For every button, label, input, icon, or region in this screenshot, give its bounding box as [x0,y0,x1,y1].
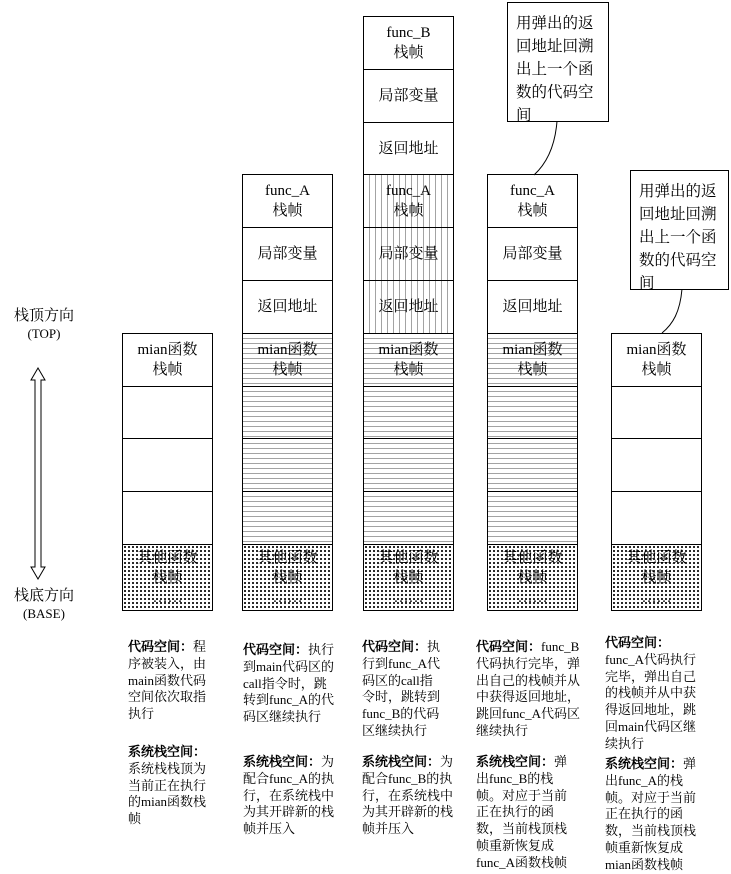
description-line: 码区继续执行 [243,709,322,725]
empty-stack-slot [242,491,333,545]
empty-stack-slot [487,386,578,439]
empty-stack-slot [122,491,213,545]
stack-frame [122,333,213,387]
other-functions-frame [611,544,702,611]
description-text: 弹 [683,756,697,771]
code-space-description [476,639,580,740]
description-line: 帧重新恢复成 [476,837,555,853]
description-line: mian函数栈帧 [605,856,683,872]
description-line: 到main代码区的 [243,658,334,674]
description-line: 的mian函数栈 [128,794,206,810]
empty-stack-slot [611,438,702,492]
description-line: 行到func_A代 [362,655,440,671]
description-line: func_A函数栈帧 [476,854,567,870]
description-text: 执行 [308,642,335,657]
callout-text: 出上一个函 [516,61,594,78]
description-line: 行，在系统栈中 [243,787,335,803]
other-functions-frame [122,544,213,611]
description-label: 系统栈空间： [128,744,207,759]
frame-label: 栈帧 [517,569,548,586]
code-space-description [605,635,696,753]
empty-stack-slot [487,438,578,492]
frame-label: 栈帧 [517,203,548,219]
description-label: 代码空间： [476,639,542,654]
description-line: 帧重新恢复成 [605,839,684,855]
stack-frame [487,333,578,387]
stack-frame [242,280,333,334]
empty-stack-slot [242,438,333,492]
description-line: 正在执行的函 [476,804,555,820]
description-line: 为其开辟新的栈 [362,804,454,820]
stack-frame [363,333,454,387]
stack-space-description [605,756,696,874]
frame-label: 栈帧 [393,362,424,378]
empty-stack-slot [363,491,454,545]
description-line [362,639,440,656]
frame-label: 栈帧 [272,203,303,219]
empty-stack-slot [242,386,333,439]
description-line: 码区的call指 [362,672,433,688]
stack-space-description [362,754,453,838]
frame-label: mian函数 [137,342,198,358]
description-line: 配合func_A的执 [243,770,334,786]
frame-label: 栈帧 [641,362,672,378]
stack-frame [487,280,578,334]
empty-stack-slot [487,491,578,545]
frame-label: 栈帧 [272,362,303,378]
other-functions-frame [242,544,333,611]
description-line: 当前正在执行 [128,777,207,793]
frame-label: …… [641,589,672,606]
return-address-callout [630,170,729,290]
description-line: 数，当前栈顶栈 [476,821,568,837]
description-line [362,754,453,771]
description-line: 帧。对应于当前 [476,787,568,803]
description-line: 执行 [128,706,155,722]
callout-text: 回地址回溯 [639,206,717,223]
frame-label: 栈帧 [393,569,424,586]
description-line: 帧并压入 [243,821,296,837]
description-line: 令时，跳转到 [362,689,441,705]
description-line [128,744,206,761]
description-line: 出自己的栈帧并从 [476,672,581,688]
description-text: 弹 [554,754,568,769]
frame-label: func_B [386,25,431,41]
description-line [243,642,334,659]
description-label: 代码空间： [243,642,309,657]
description-line: call指令时，跳 [243,675,327,691]
stack-frame [242,174,333,228]
description-text: 为 [321,754,335,769]
description-line [243,754,334,771]
empty-stack-slot [122,438,213,492]
stack-bottom-label: 栈底方向 [13,588,74,604]
description-line: 行，在系统栈中 [362,787,454,803]
description-line: func_A代码执行 [605,651,696,667]
description-line [128,639,206,656]
frame-label: 栈帧 [272,569,303,586]
stack-frame [363,174,454,228]
frame-label: 返回地址 [502,299,563,315]
description-text: func_B [541,639,580,654]
frame-label: 局部变量 [257,246,318,262]
stack-frame [363,122,454,175]
description-label: 代码空间： [128,639,194,654]
stack-space-description [243,754,334,838]
frame-label: 其他函数 [137,549,198,566]
callout-text: 用弹出的返 [639,183,717,200]
description-line: 回main代码区继 [605,718,696,734]
stack-frame [487,174,578,228]
frame-label: 其他函数 [257,549,318,566]
frame-label: 局部变量 [378,88,439,104]
description-label: 系统栈空间： [243,754,322,769]
description-line [476,754,567,771]
empty-stack-slot [611,491,702,545]
stack-top-label: 栈顶方向 [13,308,74,324]
frame-label: …… [393,589,424,606]
description-line: 序被装入，由 [128,655,207,671]
stack-space-description [476,754,567,872]
description-line [476,639,580,656]
stack-top-direction-label [6,307,82,342]
callout-text: 数的代码空 [516,84,594,101]
stack-bottom-sublabel: (BASE) [23,606,65,621]
description-line: 的栈帧并从中获 [605,685,697,701]
stack-bottom-direction-label [6,587,82,622]
frame-label: func_A [265,183,310,199]
callout-text: 出上一个函 [639,229,717,246]
frame-label: …… [517,589,548,606]
frame-label: 其他函数 [502,549,563,566]
other-functions-frame [487,544,578,611]
frame-label: func_A [386,183,431,199]
callout-text: 间 [639,275,655,292]
description-line [605,756,696,773]
frame-label: 局部变量 [502,246,563,262]
frame-label: 返回地址 [378,299,439,315]
stack-frame [363,280,454,334]
description-line: 代码执行完毕，弹 [476,655,581,671]
description-line: 区继续执行 [362,722,428,738]
description-label: 系统栈空间： [362,754,441,769]
description-line: 出func_A的栈 [605,772,683,788]
description-line: main函数代码 [128,672,206,688]
frame-label: …… [272,589,303,606]
description-line: 帧并压入 [362,821,415,837]
frame-label: 栈帧 [152,569,183,586]
description-label: 系统栈空间： [476,754,555,769]
description-line: 帧 [128,811,142,827]
description-line [605,635,696,652]
description-line: 配合func_B的执 [362,770,453,786]
stack-frame [487,227,578,281]
stack-frame [363,69,454,123]
description-line: 转到func_A的代 [243,692,334,708]
frame-label: 栈帧 [517,362,548,378]
description-line: 继续执行 [476,722,529,738]
stack-frame [363,16,454,70]
code-space-description [362,639,440,740]
return-address-callout [507,2,609,122]
frame-label: 局部变量 [378,246,439,262]
stack-top-sublabel: (TOP) [27,326,61,341]
callout-text: 回地址回溯 [516,38,594,55]
description-line: 数，当前栈顶栈 [605,823,697,839]
description-line: 中获得返回地址， [476,689,581,705]
stack-frame [611,333,702,387]
frame-label: 栈帧 [393,45,424,61]
description-line: 系统栈栈顶为 [128,760,207,776]
frame-label: 栈帧 [152,362,183,378]
frame-label: 返回地址 [257,299,318,315]
description-label: 系统栈空间： [605,756,684,771]
description-text: 程 [193,639,207,654]
stack-frame [363,227,454,281]
code-space-description [128,639,206,723]
frame-label: 返回地址 [378,140,439,157]
description-line: 空间依次取指 [128,689,207,705]
frame-label: mian函数 [626,342,687,358]
description-line: 帧。对应于当前 [605,789,697,805]
stack-frame [242,333,333,387]
empty-stack-slot [363,386,454,439]
description-line: 跳回func_A代码区 [476,706,580,722]
callout-text: 数的代码空 [639,252,717,269]
stack-space-description [128,744,206,828]
description-text: 为 [440,754,454,769]
empty-stack-slot [122,386,213,439]
code-space-description [243,642,334,726]
frame-label: mian函数 [502,342,563,358]
description-line: 得返回地址，跳 [605,702,697,718]
stack-frame [242,227,333,281]
description-text: 执 [427,639,441,654]
frame-label: func_A [510,183,555,199]
frame-label: 栈帧 [393,203,424,219]
empty-stack-slot [363,438,454,492]
empty-stack-slot [611,386,702,439]
description-line: 续执行 [605,735,645,751]
description-line: 出func_B的栈 [476,770,554,786]
description-line: 为其开辟新的栈 [243,804,335,820]
description-line: func_B的代码 [362,706,440,722]
description-label: 代码空间： [362,639,428,654]
frame-label: 栈帧 [641,569,672,586]
frame-label: mian函数 [257,342,318,358]
description-line: 正在执行的函 [605,806,684,822]
frame-label: …… [152,589,183,606]
callout-text: 用弹出的返 [516,15,594,32]
frame-label: 其他函数 [378,549,439,566]
description-label: 代码空间： [605,635,671,650]
frame-label: mian函数 [378,342,439,358]
description-line: 完毕，弹出自己 [605,668,697,684]
other-functions-frame [363,544,454,611]
frame-label: 其他函数 [626,549,687,566]
callout-text: 间 [516,107,532,124]
